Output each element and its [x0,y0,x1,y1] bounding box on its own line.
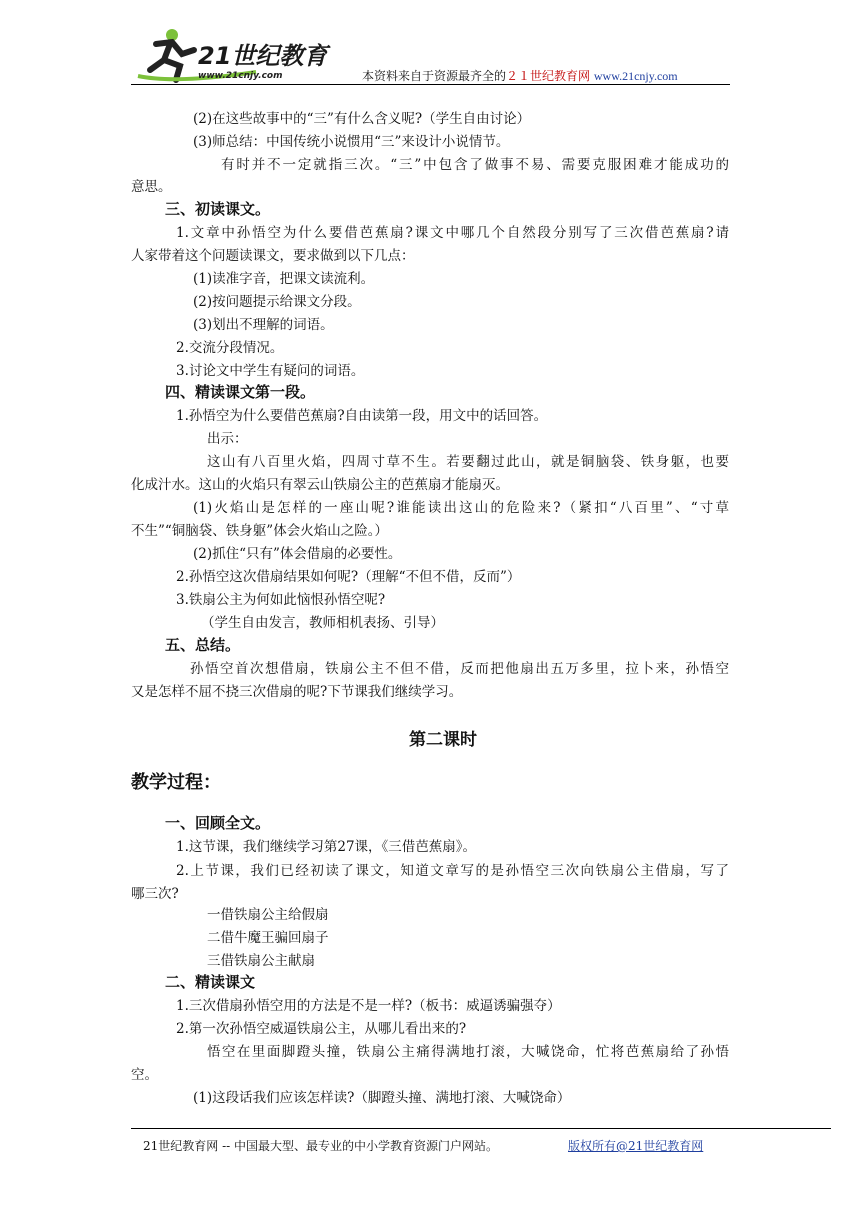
body-line: 三借铁扇公主献扇 [207,953,315,969]
body-line: 1.文章中孙悟空为什么要借芭蕉扇?课文中哪几个自然段分别写了三次借芭蕉扇?请 [176,225,729,241]
header-url[interactable]: www.21cnjy.com [593,69,678,83]
body-line: 一借铁扇公主给假扇 [207,907,329,923]
body-line: （学生自由发言，教师相机表扬、引导） [201,615,444,631]
body-line: (3)师总结：中国传统小说惯用“三”来设计小说情节。 [193,134,510,150]
body-line: 出示： [207,431,248,447]
body-line: (3)划出不理解的词语。 [193,317,334,333]
section-heading: 五、总结。 [165,636,241,654]
section-heading: 一、回顾全文。 [165,814,271,832]
body-line: 二借牛魔王骗回扇子 [207,930,329,946]
body-line: 这山有八百里火焰，四周寸草不生。若要翻过此山，就是铜脑袋、铁身躯，也要 [207,454,729,470]
body-line: (1)读准字音，把课文读流利。 [193,271,375,287]
body-line: (2)在这些故事中的“三”有什么含义呢?（学生自由讨论） [193,111,531,127]
footer-divider [131,1128,831,1129]
process-heading: 教学过程： [131,772,221,793]
header-divider [131,84,730,85]
svg-text:www.21cnjy.com: www.21cnjy.com [198,71,283,81]
body-line: 2.上节课，我们已经初读了课文，知道文章写的是孙悟空三次向铁扇公主借扇，写了 [176,863,729,879]
body-line: 2.第一次孙悟空威逼铁扇公主，从哪儿看出来的? [176,1021,467,1037]
body-line: 意思。 [131,179,172,195]
header-notice [362,67,678,84]
body-line: 2.孙悟空这次借扇结果如何呢?（理解“不但不借，反而”） [176,569,521,585]
body-line: 3.铁扇公主为何如此恼恨孙悟空呢? [176,592,386,608]
lesson-title: 第二课时 [409,730,477,750]
body-line: (2)按问题提示给课文分段。 [193,294,361,310]
section-heading: 四、精读课文第一段。 [165,383,316,401]
footer-copyright-link[interactable]: 版权所有@21世纪教育网 [568,1139,704,1153]
body-line: 3.讨论文中学生有疑问的词语。 [176,363,365,379]
site-logo [136,26,336,86]
body-line: 1.这节课，我们继续学习第27课，《三借芭蕉扇》。 [176,839,477,855]
body-line: 悟空在里面脚蹬头撞，铁扇公主痛得满地打滚，大喊饶命，忙将芭蕉扇给了孙悟 [207,1044,729,1060]
body-line: 不生”“铜脑袋、铁身躯”体会火焰山之险。） [131,523,388,539]
body-line: 人家带着这个问题读课文，要求做到以下几点： [131,248,415,264]
section-heading: 三、初读课文。 [165,200,271,218]
body-line: 1.三次借扇孙悟空用的方法是不是一样?（板书：威逼诱骗强夺） [176,998,561,1014]
body-line: 又是怎样不屈不挠三次借扇的呢?下节课我们继续学习。 [131,684,463,700]
body-line: 2.交流分段情况。 [176,340,284,356]
body-line: 空。 [131,1067,158,1083]
svg-text:21世纪教育: 21世纪教育 [198,42,328,70]
section-heading: 二、精读课文 [165,973,256,991]
body-line: (2)抓住“只有”体会借扇的必要性。 [193,546,402,562]
body-line: 哪三次? [131,886,179,902]
body-line: 1.孙悟空为什么要借芭蕉扇?自由读第一段，用文中的话回答。 [176,408,548,424]
footer-text: 21世纪教育网 -- 中国最大型、最专业的中小学教育资源门户网站。 [143,1139,499,1153]
body-line: (1)这段话我们应该怎样读?（脚蹬头撞、满地打滚、大喊饶命） [193,1090,571,1106]
body-line: 孙悟空首次想借扇，铁扇公主不但不借，反而把他扇出五万多里，拉卜来，孙悟空 [190,661,729,677]
body-line: 有时并不一定就指三次。“三”中包含了做事不易、需要克服困难才能成功的 [221,157,729,173]
header-prefix: 本资料来自于资源最齐全的 [362,69,507,83]
body-line: (1)火焰山是怎样的一座山呢?谁能读出这山的危险来?（紧扣“八百里”、“寸草 [193,500,729,516]
header-site-link[interactable]: ２１世纪教育网 [506,69,591,83]
body-line: 化成汁水。这山的火焰只有翠云山铁扇公主的芭蕉扇才能扇灭。 [131,477,509,493]
